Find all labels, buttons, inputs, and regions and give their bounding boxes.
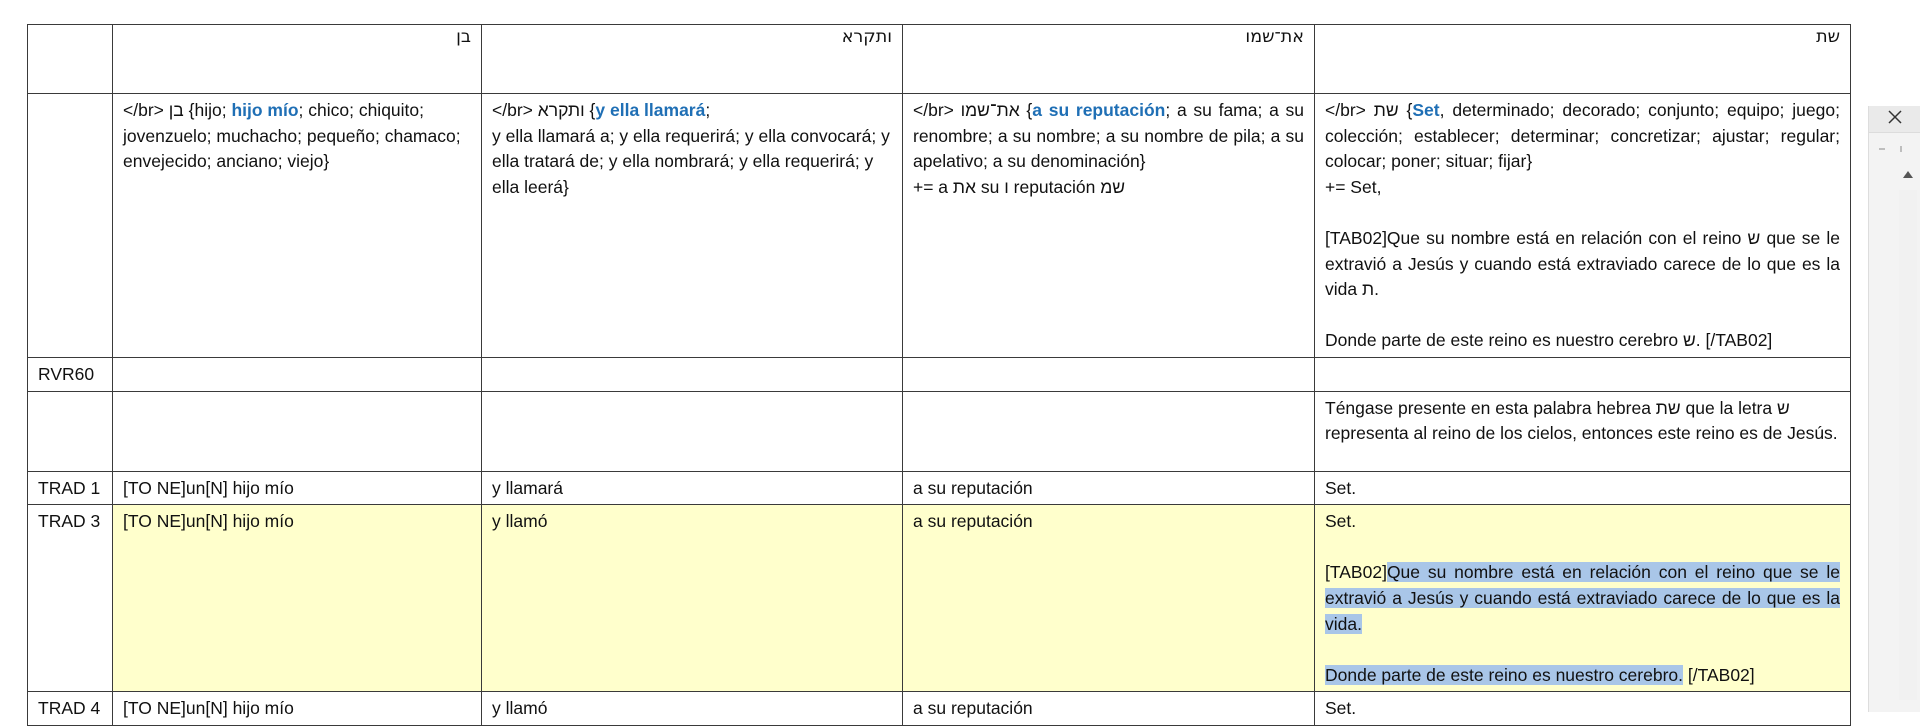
- header-label-cell: [28, 25, 113, 94]
- definition-text: ; a su fama; a su renombre; a su nombre; a su nombre de pila; a su apelativo; a su denominación}: [913, 100, 1305, 172]
- trad1-row: [28, 471, 1851, 505]
- definition-text: </br> ותקרא {: [492, 100, 596, 120]
- definition-cell-2[interactable]: [482, 94, 903, 358]
- rvr60-cell-3[interactable]: [903, 357, 1315, 391]
- note-cell-2[interactable]: [482, 391, 903, 471]
- scrollbar-track[interactable]: [1899, 190, 1917, 700]
- scroll-up-button[interactable]: [1895, 164, 1920, 188]
- tag-open: [TAB02]: [1325, 562, 1387, 583]
- trad3-cell-4[interactable]: [1315, 505, 1851, 692]
- trad3-row: [28, 505, 1851, 692]
- definition-line: += a את su ו reputación שמ: [913, 176, 1126, 197]
- spacer: [1325, 535, 1840, 561]
- definition-text: ;: [705, 100, 711, 120]
- definition-line: y ella llamará a; y ella requerirá; y ella convocará; y ella tratará de; y ella nombrará; y ella requerirá; y ella leerá}: [492, 125, 890, 197]
- highlight-term: y ella llamará: [595, 100, 706, 120]
- highlight-term: a su reputación: [1032, 100, 1166, 120]
- trad1-cell-1[interactable]: [TO NE]un[N] hijo mío: [113, 471, 482, 505]
- definition-text: </br> שת {: [1325, 100, 1413, 120]
- rvr60-cell-2[interactable]: [482, 357, 903, 391]
- definitions-label-cell: [28, 94, 113, 358]
- note-label-cell: [28, 391, 113, 471]
- trad3-cell-2[interactable]: y llamó: [482, 505, 903, 692]
- highlight-term: hijo mío: [231, 100, 299, 120]
- spacer: [1325, 200, 1840, 226]
- trad1-cell-2[interactable]: y llamará: [482, 471, 903, 505]
- note-cell-1[interactable]: [113, 391, 482, 471]
- note-cell-3[interactable]: [903, 391, 1315, 471]
- interlinear-table: [27, 24, 1851, 726]
- highlight-term: Set: [1412, 100, 1440, 120]
- spacer: [1325, 303, 1840, 329]
- definition-cell-4[interactable]: [1315, 94, 1851, 358]
- trad4-row: [28, 692, 1851, 726]
- trad1-cell-4[interactable]: Set.: [1315, 471, 1851, 505]
- trad3-cell-1[interactable]: [TO NE]un[N] hijo mío: [113, 505, 482, 692]
- rvr60-cell-4[interactable]: [1315, 357, 1851, 391]
- trad4-cell-1[interactable]: [TO NE]un[N] hijo mío: [113, 692, 482, 726]
- rvr60-row: [28, 357, 1851, 391]
- commentary-paragraph: [TAB02]Que su nombre está en relación con el reino ש que se le extravió a Jesús y cuando está extraviado carece de lo que es la vida ת.: [1325, 227, 1841, 300]
- selected-text[interactable]: Donde parte de este reino es nuestro cerebro.: [1325, 664, 1683, 685]
- definition-line: += Set,: [1325, 176, 1382, 197]
- row-label-trad4: TRAD 4: [28, 692, 113, 726]
- row-label-trad3: TRAD 3: [28, 505, 113, 692]
- close-icon: [1888, 110, 1902, 129]
- definition-text: , determinado; decorado; conjunto; equipo; juego; colección; establecer; determinar; concretizar; ajustar; regular; colocar; poner; situar; fijar}: [1325, 100, 1840, 172]
- document-page: [27, 24, 1850, 719]
- hebrew-header-3: את־שמו: [903, 25, 1315, 94]
- note-cell-4[interactable]: Téngase presente en esta palabra hebrea שת que la letra ש representa al reino de los cielos, entonces este reino es de Jesús.: [1315, 391, 1851, 471]
- trad3-line: Set.: [1325, 511, 1357, 532]
- trad4-cell-4[interactable]: Set.: [1315, 692, 1851, 726]
- trad1-cell-3[interactable]: a su reputación: [903, 471, 1315, 505]
- trad4-cell-3[interactable]: a su reputación: [903, 692, 1315, 726]
- side-panel: [1868, 106, 1920, 712]
- definition-cell-3[interactable]: [903, 94, 1315, 358]
- tag-close: [/TAB02]: [1683, 664, 1755, 685]
- trad4-cell-2[interactable]: y llamó: [482, 692, 903, 726]
- hebrew-header-1: בן: [113, 25, 482, 94]
- note-row: [28, 391, 1851, 471]
- definition-text: </br> את־שמו {: [913, 100, 1033, 120]
- chevron-up-icon: [1902, 167, 1914, 185]
- trad3-cell-3[interactable]: a su reputación: [903, 505, 1315, 692]
- close-button[interactable]: [1869, 106, 1920, 133]
- hebrew-header-2: ותקרא: [482, 25, 903, 94]
- definitions-row: [28, 94, 1851, 358]
- row-label-rvr60: RVR60: [28, 357, 113, 391]
- commentary-paragraph: Donde parte de este reino es nuestro cerebro ש. [/TAB02]: [1325, 330, 1773, 351]
- rvr60-cell-1[interactable]: [113, 357, 482, 391]
- hebrew-header-4: שת: [1315, 25, 1851, 94]
- definition-cell-1[interactable]: [113, 94, 482, 358]
- definition-text: ; chico; chiquito; jovenzuelo; muchacho; pequeño; chamaco; envejecido; anciano; viejo}: [123, 100, 461, 172]
- row-label-trad1: TRAD 1: [28, 471, 113, 505]
- header-row: [28, 25, 1851, 94]
- ruler-marks: [1877, 142, 1917, 154]
- selected-text[interactable]: Que su nombre está en relación con el reino que se le extravió a Jesús y cuando está extraviado carece de lo que es la vida.: [1325, 562, 1840, 634]
- definition-text: </br> בן {hijo;: [123, 100, 232, 120]
